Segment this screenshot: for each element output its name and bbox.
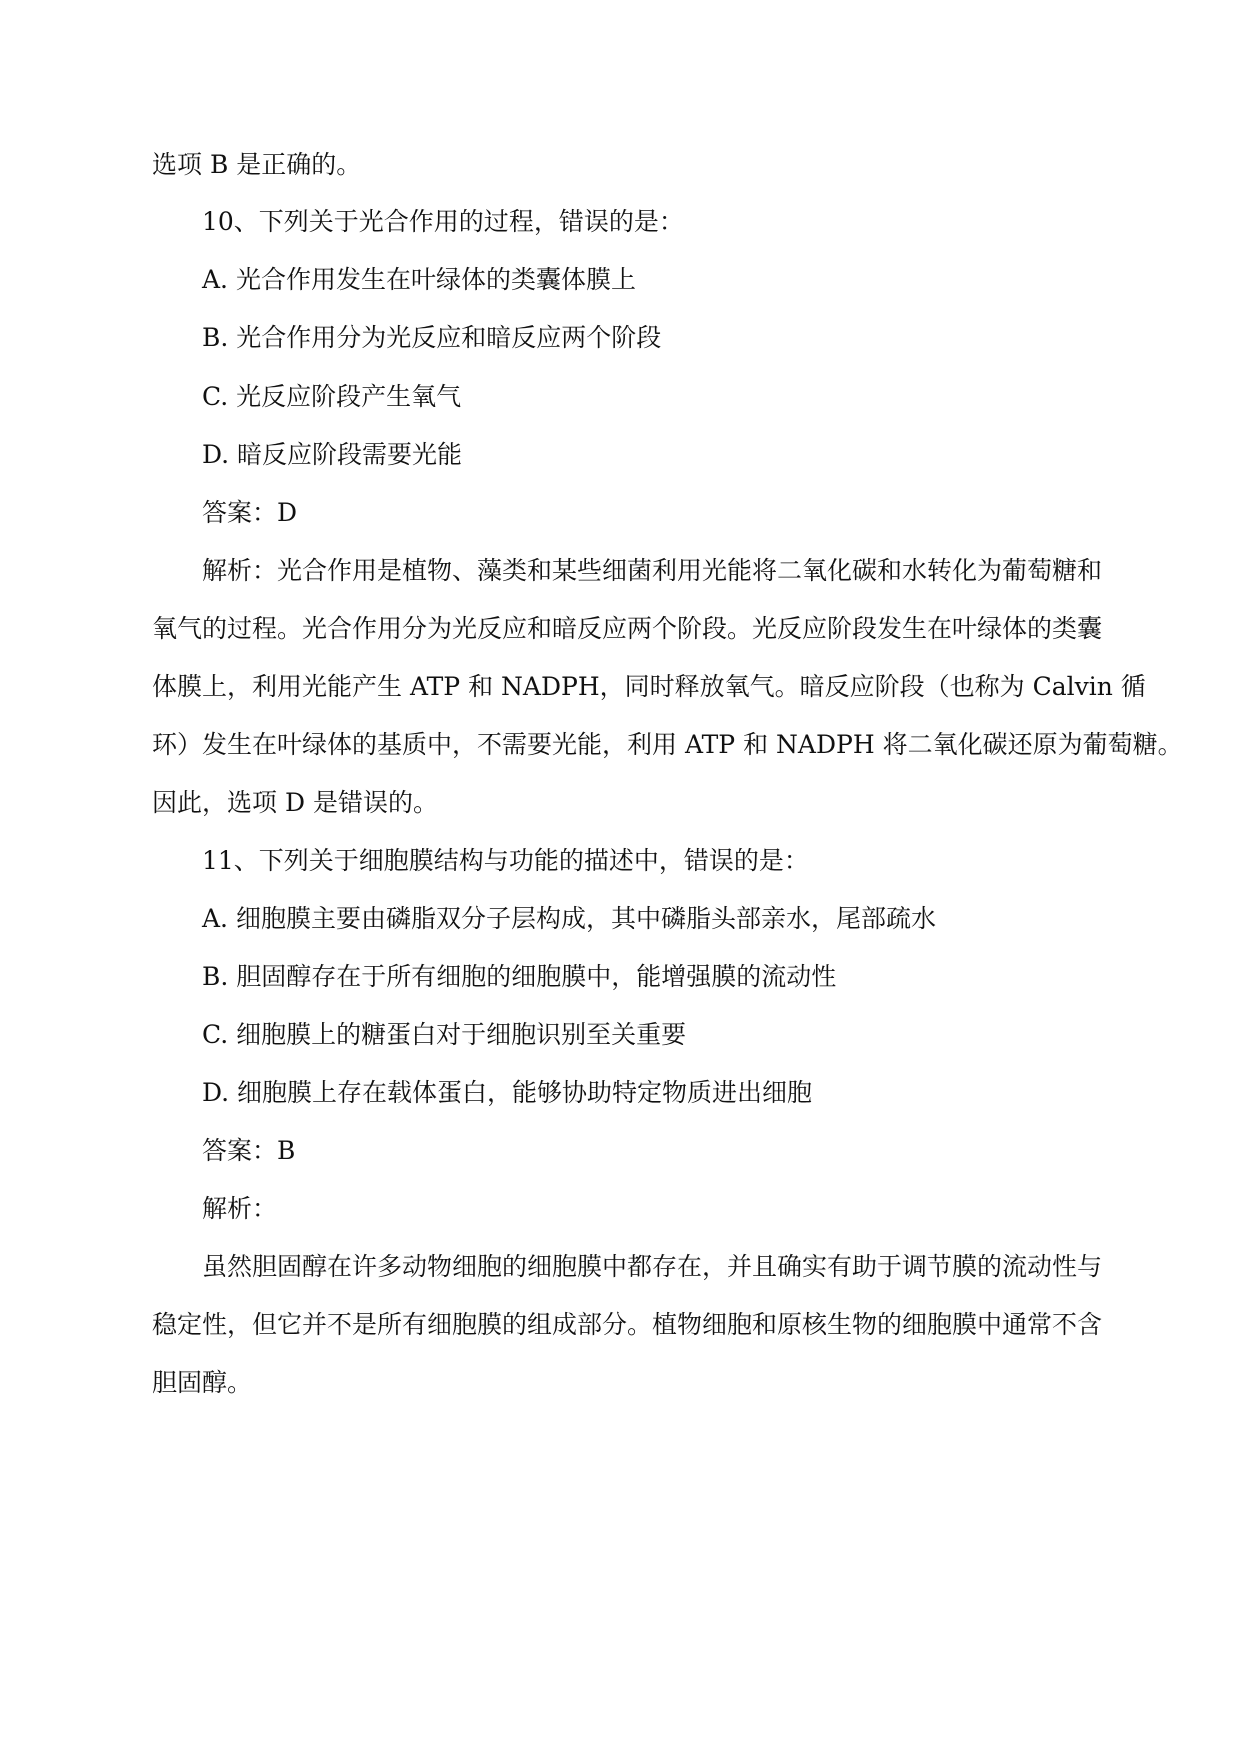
question-10-option-a: A. 光合作用发生在叶绿体的类囊体膜上: [202, 265, 636, 294]
question-10-option-d: D. 暗反应阶段需要光能: [202, 440, 463, 469]
question-11-explanation-line: 胆固醇。: [152, 1368, 253, 1397]
question-11-option-a: A. 细胞膜主要由磷脂双分子层构成，其中磷脂头部亲水，尾部疏水: [202, 904, 936, 933]
question-11-stem: 11、下列关于细胞膜结构与功能的描述中，错误的是：: [202, 846, 809, 875]
question-10-stem: 10、下列关于光合作用的过程，错误的是：: [202, 207, 684, 236]
question-10-explanation-line: 氧气的过程。光合作用分为光反应和暗反应两个阶段。光反应阶段发生在叶绿体的类囊: [152, 614, 1103, 643]
question-11-explanation-line: 稳定性，但它并不是所有细胞膜的组成部分。植物细胞和原核生物的细胞膜中通常不含: [152, 1310, 1103, 1339]
question-10-explanation-line: 环）发生在叶绿体的基质中，不需要光能，利用 ATP 和 NADPH 将二氧化碳还原为葡萄糖。: [152, 730, 1183, 759]
question-10-option-b: B. 光合作用分为光反应和暗反应两个阶段: [202, 323, 662, 352]
text-line: 选项 B 是正确的。: [152, 150, 362, 179]
question-11-explanation-line: 虽然胆固醇在许多动物细胞的细胞膜中都存在，并且确实有助于调节膜的流动性与: [202, 1252, 1103, 1281]
question-10-answer: 答案：D: [202, 498, 298, 527]
question-11-option-c: C. 细胞膜上的糖蛋白对于细胞识别至关重要: [202, 1020, 687, 1049]
question-10-explanation-line: 体膜上，利用光能产生 ATP 和 NADPH，同时释放氧气。暗反应阶段（也称为 Calvin 循: [152, 672, 1146, 701]
question-10-option-c: C. 光反应阶段产生氧气: [202, 382, 462, 411]
question-11-answer: 答案：B: [202, 1136, 296, 1165]
question-10-explanation-line: 解析：光合作用是植物、藻类和某些细菌利用光能将二氧化碳和水转化为葡萄糖和: [202, 556, 1103, 585]
question-11-option-b: B. 胆固醇存在于所有细胞的细胞膜中，能增强膜的流动性: [202, 962, 837, 991]
question-10-explanation-line: 因此，选项 D 是错误的。: [152, 788, 438, 817]
question-11-option-d: D. 细胞膜上存在载体蛋白，能够协助特定物质进出细胞: [202, 1078, 813, 1107]
question-11-explanation-label: 解析：: [202, 1194, 278, 1223]
